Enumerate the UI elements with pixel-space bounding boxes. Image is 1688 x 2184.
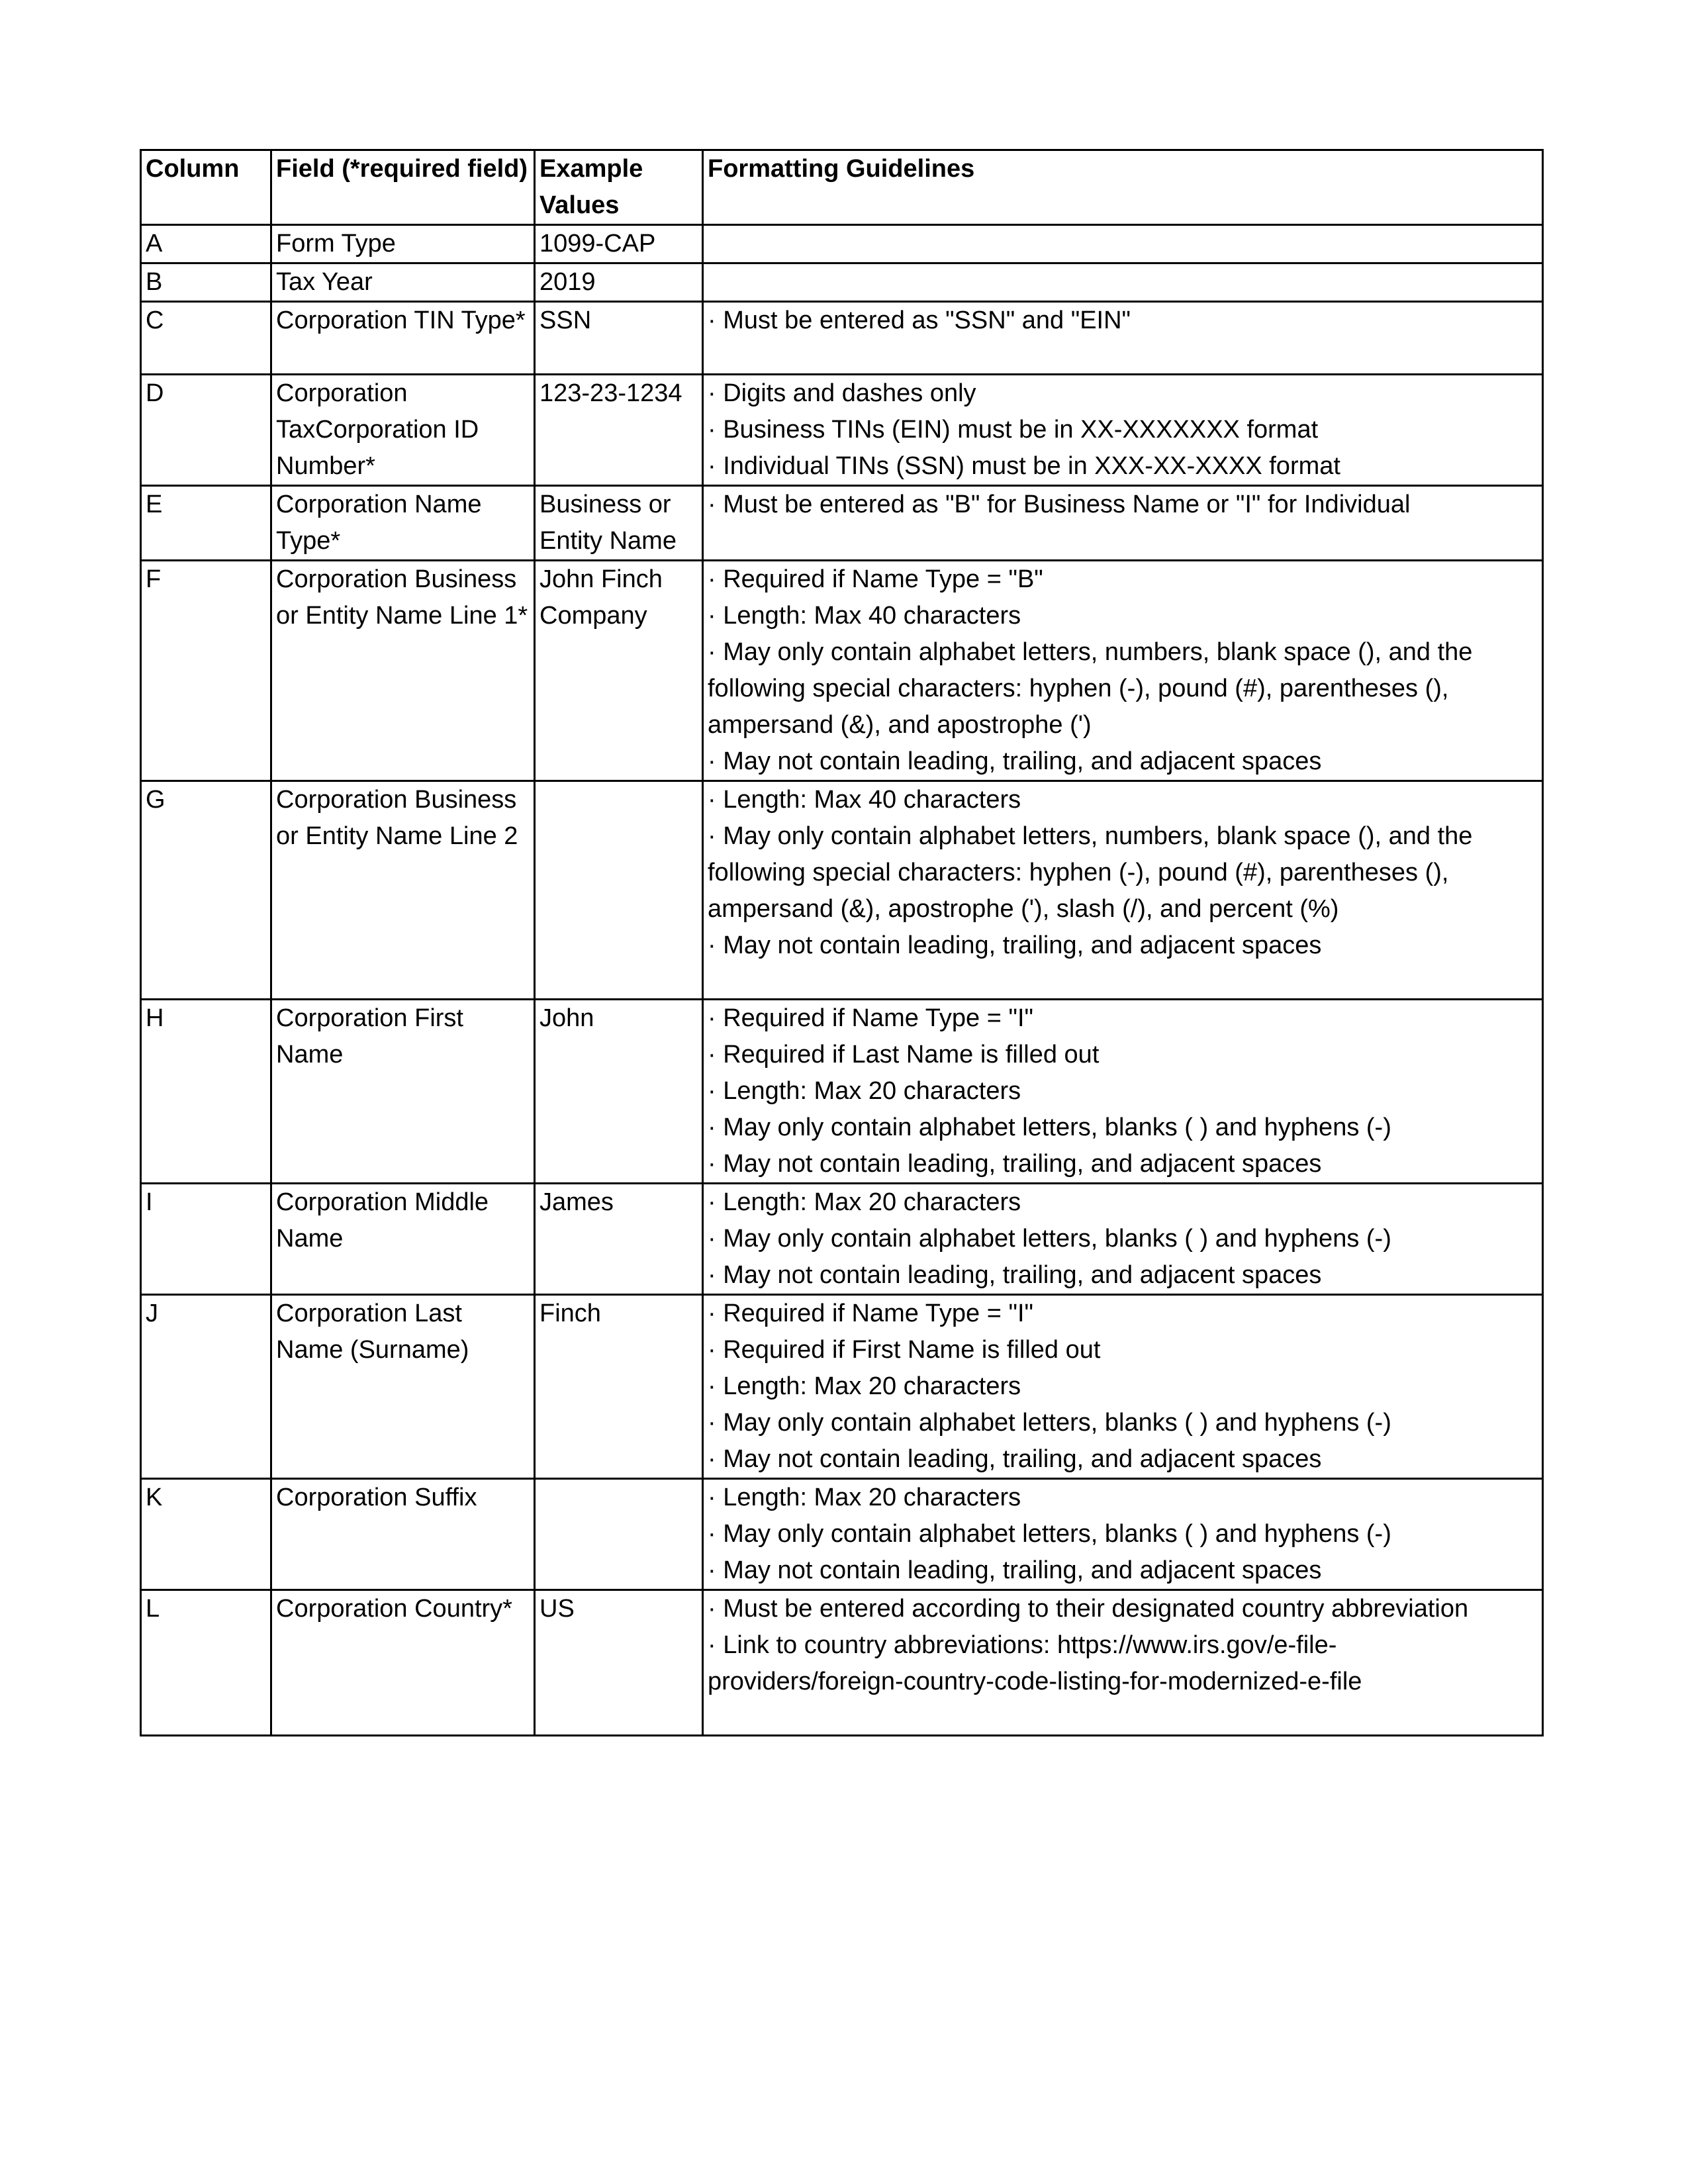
column-letter-cell: C: [141, 302, 271, 375]
guideline-line: · May only contain alphabet letters, blanks ( ) and hyphens (-): [708, 1225, 1391, 1253]
guideline-line: · Length: Max 20 characters: [708, 1484, 1021, 1511]
field-name-cell: Corporation Last Name (Surname): [271, 1295, 535, 1479]
column-letter-cell: B: [141, 263, 271, 302]
example-value-cell: [535, 781, 703, 1000]
table-header: [141, 150, 1543, 225]
table-row: [141, 225, 1543, 263]
guideline-line: · May not contain leading, trailing, and adjacent spaces: [708, 747, 1322, 775]
field-name-cell: Corporation Country*: [271, 1590, 535, 1736]
example-value-cell: John Finch Company: [535, 561, 703, 781]
guideline-line: · May not contain leading, trailing, and adjacent spaces: [708, 1445, 1322, 1473]
column-letter-cell: I: [141, 1184, 271, 1295]
guideline-line: ampersand (&), and apostrophe ('): [708, 711, 1092, 739]
example-value-cell: 123-23-1234: [535, 375, 703, 486]
guideline-line: ampersand (&), apostrophe ('), slash (/), and percent (%): [708, 895, 1339, 923]
guideline-line: · Required if Name Type = "I": [708, 1300, 1033, 1327]
table-row: [141, 1000, 1543, 1184]
column-letter-cell: F: [141, 561, 271, 781]
guideline-line: · May only contain alphabet letters, blanks ( ) and hyphens (-): [708, 1409, 1391, 1437]
guideline-line: · Required if Name Type = "B": [708, 565, 1043, 593]
formatting-guidelines-cell: [703, 225, 1543, 263]
formatting-guidelines-cell: [703, 1000, 1543, 1184]
field-name-cell: Form Type: [271, 225, 535, 263]
table-row: [141, 561, 1543, 781]
header-field: Field (*required field): [271, 150, 535, 225]
guideline-line: · Length: Max 40 characters: [708, 602, 1021, 630]
guideline-line: · May not contain leading, trailing, and adjacent spaces: [708, 1261, 1322, 1289]
guideline-line: · Digits and dashes only: [708, 379, 976, 407]
guideline-line: · May not contain leading, trailing, and adjacent spaces: [708, 1556, 1322, 1584]
guideline-line: · Must be entered according to their designated country abbreviation: [708, 1595, 1469, 1623]
formatting-guidelines-cell: [703, 561, 1543, 781]
table-body: [141, 225, 1543, 1736]
formatting-guidelines-cell: [703, 302, 1543, 375]
field-spec-table: [140, 149, 1544, 1736]
column-letter-cell: E: [141, 486, 271, 561]
example-value-cell: 2019: [535, 263, 703, 302]
guideline-line: · Length: Max 20 characters: [708, 1077, 1021, 1105]
table-row: [141, 781, 1543, 1000]
example-value-cell: Business or Entity Name: [535, 486, 703, 561]
field-name-cell: Corporation TaxCorporation ID Number*: [271, 375, 535, 486]
guideline-line: · Length: Max 20 characters: [708, 1188, 1021, 1216]
header-example-values: Example Values: [535, 150, 703, 225]
column-letter-cell: G: [141, 781, 271, 1000]
table-row: [141, 375, 1543, 486]
field-name-cell: Corporation First Name: [271, 1000, 535, 1184]
example-value-cell: James: [535, 1184, 703, 1295]
example-value-cell: Finch: [535, 1295, 703, 1479]
guideline-line: · Must be entered as "SSN" and "EIN": [708, 307, 1131, 334]
table-row: [141, 1479, 1543, 1590]
column-letter-cell: H: [141, 1000, 271, 1184]
example-value-cell: SSN: [535, 302, 703, 375]
column-letter-cell: K: [141, 1479, 271, 1590]
guideline-line: · May only contain alphabet letters, numbers, blank space (), and the: [708, 638, 1473, 666]
formatting-guidelines-cell: [703, 1184, 1543, 1295]
example-value-cell: US: [535, 1590, 703, 1736]
table-row: [141, 1590, 1543, 1736]
field-name-cell: Corporation Name Type*: [271, 486, 535, 561]
header-column: Column: [141, 150, 271, 225]
header-row: [141, 150, 1543, 225]
field-name-cell: Corporation Business or Entity Name Line 2: [271, 781, 535, 1000]
table-row: [141, 1184, 1543, 1295]
formatting-guidelines-cell: [703, 781, 1543, 1000]
column-letter-cell: J: [141, 1295, 271, 1479]
guideline-line: following special characters: hyphen (-), pound (#), parentheses (),: [708, 859, 1449, 886]
guideline-line: · Length: Max 40 characters: [708, 786, 1021, 814]
example-value-cell: 1099-CAP: [535, 225, 703, 263]
guideline-line: providers/foreign-country-code-listing-for-modernized-e-file: [708, 1668, 1362, 1695]
formatting-guidelines-cell: [703, 1479, 1543, 1590]
formatting-guidelines-cell: [703, 486, 1543, 561]
header-formatting-guidelines: Formatting Guidelines: [703, 150, 1543, 225]
formatting-guidelines-cell: [703, 1295, 1543, 1479]
example-value-cell: John: [535, 1000, 703, 1184]
field-name-cell: Corporation Middle Name: [271, 1184, 535, 1295]
guideline-line: following special characters: hyphen (-), pound (#), parentheses (),: [708, 675, 1449, 702]
guideline-line: · Must be entered as "B" for Business Name or "I" for Individual: [708, 491, 1411, 518]
table-row: [141, 263, 1543, 302]
formatting-guidelines-cell: [703, 1590, 1543, 1736]
guideline-line: · May only contain alphabet letters, blanks ( ) and hyphens (-): [708, 1520, 1391, 1548]
table-row: [141, 302, 1543, 375]
guideline-line: · May not contain leading, trailing, and adjacent spaces: [708, 931, 1322, 959]
guideline-line: · Required if Last Name is filled out: [708, 1041, 1100, 1068]
formatting-guidelines-cell: [703, 375, 1543, 486]
guideline-line: · Individual TINs (SSN) must be in XXX-XX-XXXX format: [708, 452, 1340, 480]
guideline-line: · May not contain leading, trailing, and adjacent spaces: [708, 1150, 1322, 1178]
example-value-cell: [535, 1479, 703, 1590]
guideline-line: · Business TINs (EIN) must be in XX-XXXXXXX format: [708, 416, 1319, 444]
table-row: [141, 486, 1543, 561]
column-letter-cell: L: [141, 1590, 271, 1736]
column-letter-cell: A: [141, 225, 271, 263]
field-name-cell: Corporation Suffix: [271, 1479, 535, 1590]
table-row: [141, 1295, 1543, 1479]
guideline-line: · Link to country abbreviations: https://www.irs.gov/e-file-: [708, 1631, 1337, 1659]
field-name-cell: Tax Year: [271, 263, 535, 302]
guideline-line: · Required if First Name is filled out: [708, 1336, 1101, 1364]
guideline-line: · Required if Name Type = "I": [708, 1004, 1033, 1032]
field-name-cell: Corporation Business or Entity Name Line 1*: [271, 561, 535, 781]
column-letter-cell: D: [141, 375, 271, 486]
formatting-guidelines-cell: [703, 263, 1543, 302]
guideline-line: · Length: Max 20 characters: [708, 1372, 1021, 1400]
field-name-cell: Corporation TIN Type*: [271, 302, 535, 375]
guideline-line: · May only contain alphabet letters, blanks ( ) and hyphens (-): [708, 1114, 1391, 1141]
guideline-line: · May only contain alphabet letters, numbers, blank space (), and the: [708, 822, 1473, 850]
